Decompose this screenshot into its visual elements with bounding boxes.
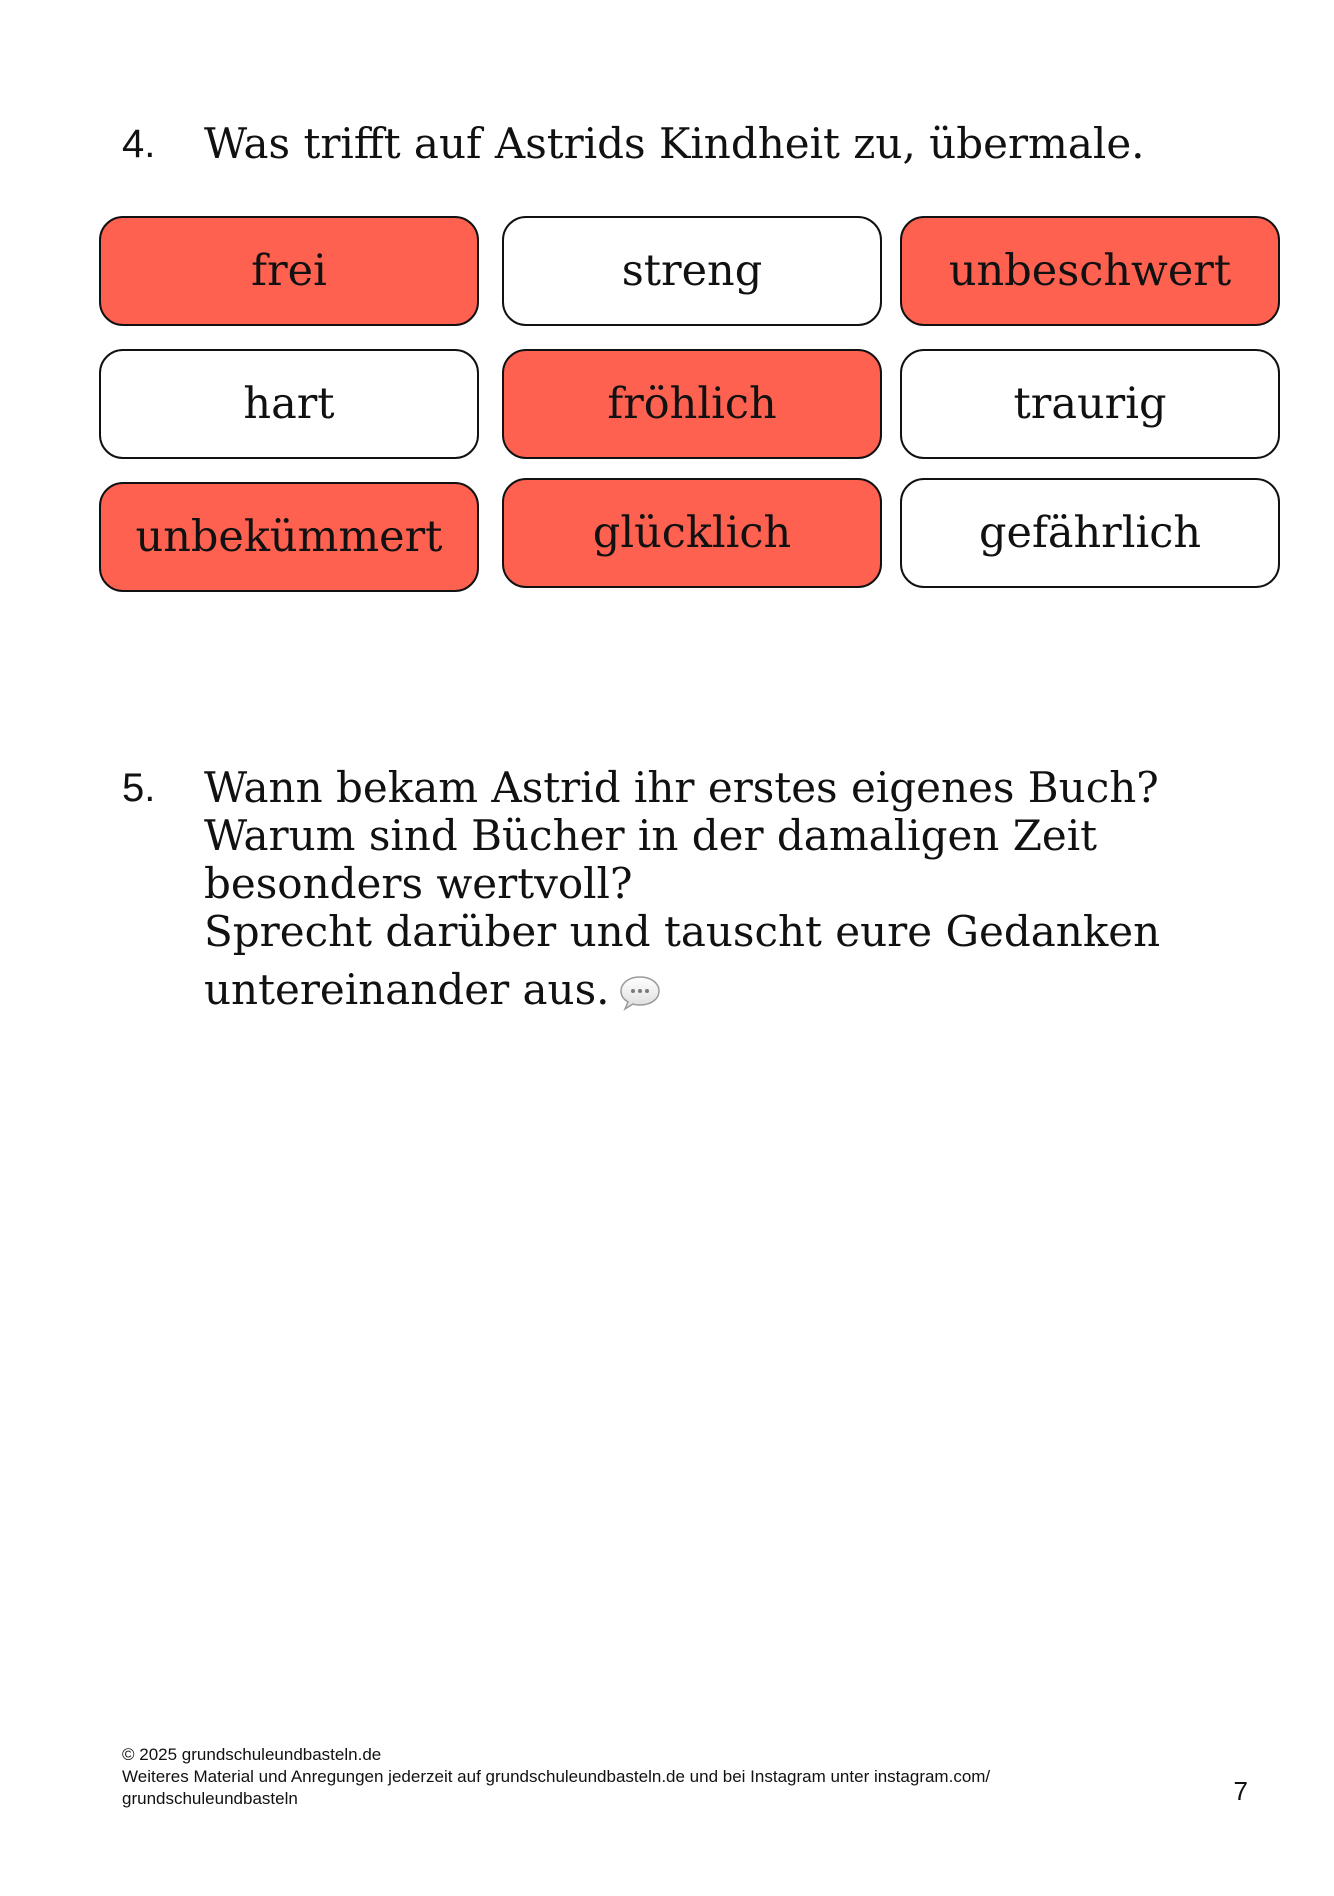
- task-5-line-3: besonders wertvoll?: [204, 859, 633, 908]
- word-chip-gluecklich[interactable]: glücklich: [502, 478, 882, 588]
- task-5-line-2: Warum sind Bücher in der damaligen Zeit: [204, 811, 1098, 860]
- footer-copyright: © 2025 grundschuleundbasteln.de: [122, 1745, 382, 1764]
- word-chip-hart[interactable]: hart: [99, 349, 479, 459]
- footer-line-3: grundschuleundbasteln: [122, 1789, 298, 1808]
- task-5-line-4: Sprecht darüber und tauscht eure Gedanken: [204, 907, 1161, 956]
- task-5: [122, 764, 1172, 1014]
- speech-bubble-icon: [618, 974, 662, 1012]
- task-5-line-5: untereinander aus.: [204, 965, 610, 1014]
- word-chip-streng[interactable]: streng: [502, 216, 882, 326]
- task-5-line-1: Wann bekam Astrid ihr erstes eigenes Buch?: [204, 763, 1159, 812]
- word-chip-grid: [99, 216, 1285, 596]
- task-5-number: 5.: [122, 766, 156, 810]
- task-5-question: [204, 764, 1160, 1014]
- footer-line-2: Weiteres Material und Anregungen jederzeit auf grundschuleundbasteln.de und bei Instagram unter instagram.com/: [122, 1767, 991, 1786]
- word-chip-frei[interactable]: frei: [99, 216, 479, 326]
- word-chip-froehlich[interactable]: fröhlich: [502, 349, 882, 459]
- task-4-number: 4.: [122, 122, 156, 166]
- task-4: [122, 120, 1172, 168]
- task-5-line-5-wrap: [204, 966, 1160, 1014]
- page-number: 7: [1233, 1776, 1248, 1806]
- page-footer: [122, 1744, 1102, 1810]
- word-chip-traurig[interactable]: traurig: [900, 349, 1280, 459]
- word-chip-unbeschwert[interactable]: unbeschwert: [900, 216, 1280, 326]
- word-chip-gefaehrlich[interactable]: gefährlich: [900, 478, 1280, 588]
- word-chip-unbekuemmert[interactable]: unbekümmert: [99, 482, 479, 592]
- task-4-question: Was trifft auf Astrids Kindheit zu, übermale.: [204, 119, 1145, 168]
